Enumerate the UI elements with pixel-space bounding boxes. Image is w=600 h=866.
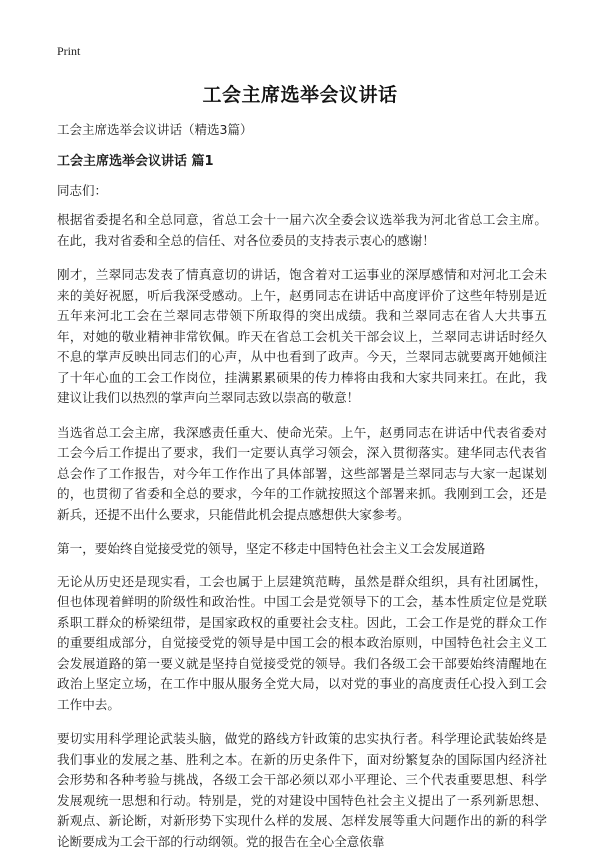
print-label[interactable]: Print [57,44,81,58]
paragraph-5: 无论从历史还是现实看，工会也属于上层建筑范畴，虽然是群众组织，具有社团属性，但也体现着鲜明的阶级性和政治性。中国工会是党领导下的工会，基本性质定位是党联系职工群众的桥梁纽带，是国家政权的重要社会支柱。因此，工会工作是党的群众工作的重要组成部分，自觉接受党的领导是中国工会的根本政治原则，中国特色社会主义工会发展道路的第一要义就是坚持自觉接受党的领导。我们各级工会干部要始终清醒地在政治上坚定立场，在工作中服从服务全党大局，以对党的事业的高度责任心投入到工会工作中去。 [57,573,547,712]
document-subtitle: 工会主席选举会议讲话（精选3篇） [57,122,253,137]
section-heading: 工会主席选举会议讲话 篇1 [57,154,214,169]
paragraph-3: 当选省总工会主席，我深感责任重大、使命光荣。上午，赵勇同志在讲话中代表省委对工会今后工作提出了要求，我们一定要认真学习领会，深入贯彻落实。建华同志代表省总会作了工作报告，对今年工作作出了具体部署，这些部署是兰翠同志与大家一起谋划的，也贯彻了省委和全总的要求，今年的工作就按照这个部署来抓。我刚到工会，还是新兵，还提不出什么要求，只能借此机会提点感想供大家参考。 [57,424,547,522]
document-body [57,210,547,866]
paragraph-2: 刚才，兰翠同志发表了情真意切的讲话，饱含着对工运事业的深厚感情和对河北工会未来的美好祝愿，听后我深受感动。上午，赵勇同志在讲话中高度评价了这些年特别是近五年来河北工会在兰翠同志带领下所取得的突出成绩。我和兰翠同志在省人大共事五年，对她的敬业精神非常钦佩。昨天在省总工会机关干部会议上，兰翠同志讲话时经久不息的掌声反映出同志们的心声，从中也看到了政声。今天，兰翠同志就要离开她倾注了十年心血的工会工作岗位，挂满累累硕果的传力棒将由我和大家共同来扛。在此，我建议让我们以热烈的掌声向兰翠同志致以崇高的敬意！ [57,267,547,405]
paragraph-4-point-one: 第一，要始终自觉接受党的领导，坚定不移走中国特色社会主义工会发展道路 [57,541,486,556]
greeting-line: 同志们： [57,183,108,198]
paragraph-6: 要切实用科学理论武装头脑，做党的路线方针政策的忠实执行者。科学理论武装始终是我们事业的发展之基、胜利之本。在新的历史条件下，面对纷繁复杂的国际国内经济社会形势和各种考验与挑战，各级工会干部必须以邓小平理论、三个代表重要思想、科学发展观统一思想和行动。特别是，党的对建设中国特色社会主义提出了一系列新思想、新观点、新论断，对新形势下实现什么样的发展、怎样发展等重大问题作出的新的科学论断要成为工会干部的行动纲领。党的报告在全心全意依靠 [57,731,547,849]
page-title: 工会主席选举会议讲话 [202,84,398,106]
paragraph-1: 根据省委提名和全总同意，省总工会十一届六次全委会议选举我为河北省总工会主席。在此，我对省委和全总的信任、对各位委员的支持表示衷心的感谢！ [57,212,547,248]
